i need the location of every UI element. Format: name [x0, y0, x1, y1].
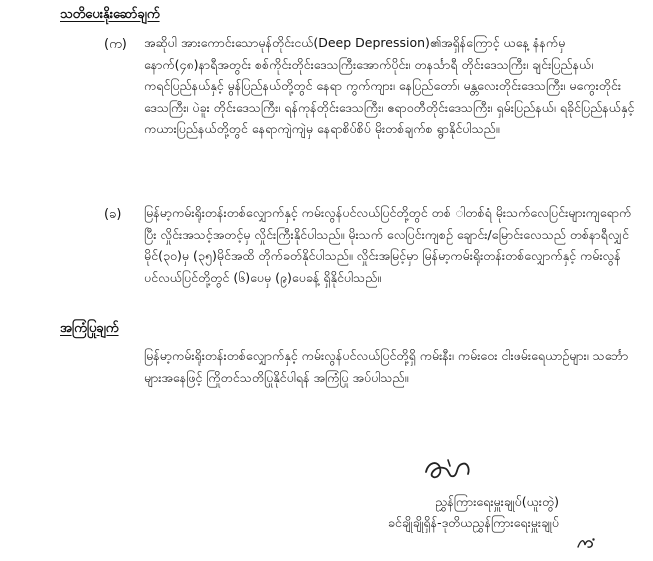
signatory-name: ညွှန်ကြားရေးမှူးချုပ်(ယူးတွဲ) [435, 494, 559, 509]
initial-mark-icon [576, 535, 596, 551]
advice-heading: အကြံပြုချက် [60, 321, 119, 336]
warning-item-number-1: (က) [104, 37, 127, 52]
signature-icon [420, 454, 476, 488]
warning-heading: သတိပေးနိုးဆော်ချက် [60, 7, 160, 22]
advice-text: မြန်မာ့ကမ်းရိုးတန်းတစ်လျှောက်နှင့် ကမ်းလွန်ပင်လယ်ပြင်တို့ရှိ ကမ်းနီး၊ ကမ်းဝေး ငါးဖမ်းရေယာဉ်များ၊ သင်္ဘောများအနေဖြင့် ကြိုတင်သတိပြုနိုင်ပါရန် အကြံပြု အပ်ပါသည်။ [144, 348, 629, 385]
warning-item-text-1: အဆိုပါ အားကောင်းသောမုန်တိုင်းငယ်(Deep Depression)၏အရှိန်ကြောင့် ယနေ့ နံနက်မှ နောက်(၄၈)နာရီအတွင်း စစ်ကိုင်းတိုင်းဒေသကြီးအောက်ပိုင်း၊ တနင်္သာရီ တိုင်းဒေသကြီး၊ ချင်းပြည်နယ်၊ ကရင်ပြည်နယ်နှင့် မွန်ပြည်နယ်တို့တွင် နေရာ ကွက်ကျား၊ နေပြည်တော်၊ မန္တလေးတိုင်းဒေသကြီး၊ မကွေးတိုင်းဒေသကြီး၊ ပဲခူး တိုင်းဒေသကြီး၊ ရန်ကုန်တိုင်းဒေသကြီး၊ ဧရာဝတီတိုင်းဒေသကြီး၊ ရှမ်းပြည်နယ်၊ ရခိုင်ပြည်နယ်နှင့် ကယားပြည်နယ်တို့တွင် နေရာကျဲကျဲမှ နေရာစိပ်စိပ် မိုးတစ်ချက်စ ရွာနိုင်ပါသည်။ [144, 35, 635, 137]
warning-item-text-2: မြန်မာ့ကမ်းရိုးတန်းတစ်လျှောက်နှင့် ကမ်းလွန်ပင်လယ်ပြင်တို့တွင် တစ် ါတစ်ရံ မိုးသက်လေပြင်းများကျရောက်ပြီး လှိုင်းအသင့်အတင့်မှ လှိုင်းကြီးနိုင်ပါသည်။ မိုးသက် လေပြင်းကျစဉ် ချောင်း/မြောင်းလေသည် တစ်နာရီလျှင် မိုင်(၃၀)မှ (၃၅)မိုင်အထိ တိုက်ခတ်နိုင်ပါသည်။ လှိုင်းအမြင့်မှာ မြန်မာ့ကမ်းရိုးတန်းတစ်လျှောက်နှင့် ကမ်းလွန် ပင်လယ်ပြင်တို့တွင် (၆)ပေမှ (၉)ပေခန့် ရှိနိုင်ပါသည်။ [144, 205, 632, 285]
warning-item-number-2: (ခ) [104, 207, 122, 222]
signatory-title: ခင်ချိုချိုရှိန်-ဒုတိယညွှန်ကြားရေးမှူးချုပ် [387, 515, 559, 530]
